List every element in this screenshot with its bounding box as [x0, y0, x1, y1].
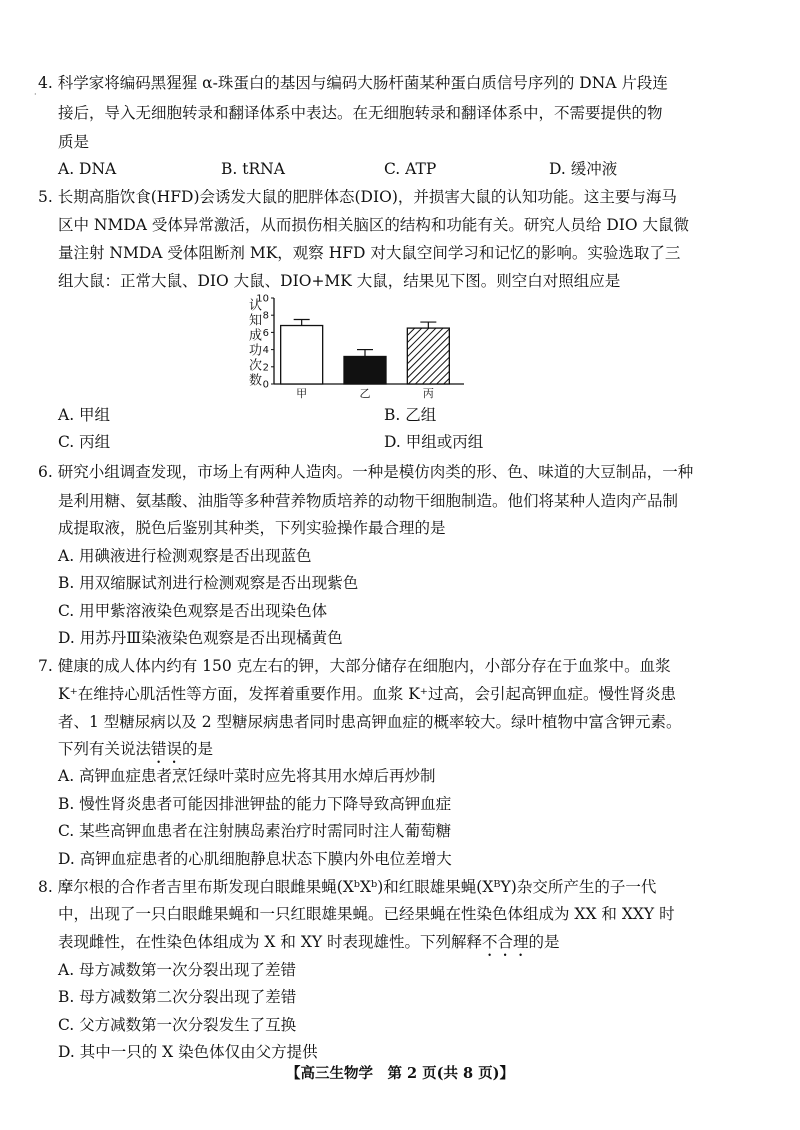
x-label-甲: 甲 — [296, 387, 308, 400]
q7-line1: 7. 健康的成人体内约有 150 克左右的钾，大部分储存在细胞内，小部分存在于血浆中。血浆 — [38, 657, 671, 675]
q6-line3: 成提取液，脱色后鉴别其种类，下列实验操作最合理的是 — [58, 519, 446, 537]
q5-option-d: D. 甲组或丙组 — [384, 433, 484, 451]
bar-甲 — [281, 326, 323, 384]
q7-option-b: B. 慢性肾炎患者可能因排泄钾盐的能力下降导致高钾血症 — [58, 795, 452, 813]
y-tick-label-6: 6 — [262, 327, 269, 339]
q5-line4: 组大鼠：正常大鼠、DIO 大鼠、DIO+MK 大鼠，结果见下图。则空白对照组应是 — [58, 272, 621, 290]
q7-stem-prefix: 下列有关说法 — [58, 740, 152, 758]
y-tick-label-4: 4 — [262, 345, 269, 357]
q4-line2: 接后，导入无细胞转录和翻译体系中表达。在无细胞转录和翻译体系中，不需要提供的物 — [58, 104, 663, 122]
q8-line3 — [58, 931, 560, 960]
x-label-丙: 丙 — [422, 387, 434, 400]
cognition-bar-chart — [238, 292, 478, 402]
q8-line2: 中，出现了一只白眼雌果蝇和一只红眼雄果蝇。已经果蝇在性染色体组成为 XX 和 XXY 时 — [58, 905, 675, 923]
q5-option-c: C. 丙组 — [58, 433, 111, 451]
q5-line3: 量注射 NMDA 受体阻断剂 MK，观察 HFD 对大鼠空间学习和记忆的影响。实验选取了三 — [58, 244, 681, 262]
q8-option-c: C. 父方减数第一次分裂发生了互换 — [58, 1016, 297, 1034]
q4-option-a: A. DNA — [58, 160, 117, 178]
y-tick-label-10: 10 — [256, 293, 269, 305]
q5-option-a: A. 甲组 — [58, 406, 111, 424]
q4-option-b: B. tRNA — [221, 160, 285, 178]
q5-options-row2 — [58, 431, 758, 453]
q6-option-c: C. 用甲紫溶液染色观察是否出现染色体 — [58, 602, 328, 620]
q6-line1: 6. 研究小组调查发现，市场上有两种人造肉。一种是模仿肉类的形、色、味道的大豆制品，一种 — [38, 463, 694, 481]
q5-line2: 区中 NMDA 受体异常激活，从而损伤相关脑区的结构和功能有关。研究人员给 DIO 大鼠微 — [58, 216, 690, 234]
q7-stem-suffix: 的是 — [182, 740, 214, 758]
q4-option-c: C. ATP — [384, 160, 437, 178]
q8-stem-suffix: 的是 — [528, 933, 560, 951]
q6-line2: 是利用糖、氨基酸、油脂等多种营养物质培养的动物干细胞制造。他们将某种人造肉产品制 — [58, 492, 679, 510]
q7-line2: K⁺在维持心肌活性等方面，发挥着重要作用。血浆 K⁺过高，会引起高钾血症。慢性肾炎患 — [58, 685, 676, 703]
q8-option-d: D. 其中一只的 X 染色体仅由父方提供 — [58, 1043, 318, 1061]
page-footer: 【高三生物学 第 2 页(共 8 页)】 — [285, 1065, 515, 1082]
q7-line3: 者、1 型糖尿病以及 2 型糖尿病患者同时患高钾血症的概率较大。绿叶植物中富含钾元素。 — [58, 713, 682, 731]
bar-丙 — [407, 328, 449, 384]
q7-line4 — [58, 738, 213, 767]
q7-option-c: C. 某些高钾血患者在注射胰岛素治疗时需同时注人葡萄糖 — [58, 822, 452, 840]
q7-emphasis: 错误 — [151, 740, 183, 758]
q5-line1: 5. 长期高脂饮食(HFD)会诱发大鼠的肥胖体态(DIO)，并损害大鼠的认知功能。这主要与海马 — [38, 188, 677, 206]
q7-option-d: D. 高钾血症患者的心肌细胞静息状态下膜内外电位差增大 — [58, 850, 452, 868]
q6-option-d: D. 用苏丹Ⅲ染液染色观察是否出现橘黄色 — [58, 629, 343, 647]
q4-option-d: D. 缓冲液 — [549, 160, 618, 178]
q8-emphasis: 不合理 — [482, 933, 529, 951]
q8-option-b: B. 母方减数第二次分裂出现了差错 — [58, 988, 297, 1006]
chart-ylabel: 认知成功次数 — [246, 298, 261, 388]
y-tick-label-0: 0 — [262, 379, 269, 391]
y-tick-label-8: 8 — [262, 310, 269, 322]
q7-option-a: A. 高钾血症患者烹饪绿叶菜时应先将其用水焯后再炒制 — [58, 767, 436, 785]
q8-stem-prefix: 表现雌性，在性染色体组成为 X 和 XY 时表现雄性。下列解释 — [58, 933, 483, 951]
q6-option-a: A. 用碘液进行检测观察是否出现蓝色 — [58, 547, 312, 565]
q4-options — [58, 158, 758, 180]
q5-option-b: B. 乙组 — [384, 406, 437, 424]
q4-line1: 4. 科学家将编码黑猩猩 α-珠蛋白的基因与编码大肠杆菌某种蛋白质信号序列的 DNA 片段连 — [38, 74, 668, 92]
stray-mark: · — [34, 90, 37, 99]
q8-line1: 8. 摩尔根的合作者吉里布斯发现白眼雌果蝇(XᵇXᵇ)和红眼雄果蝇(XᴮY)杂交所产生的子一代 — [38, 878, 657, 896]
q4-line3: 质是 — [58, 133, 90, 151]
x-label-乙: 乙 — [359, 387, 371, 400]
q6-option-b: B. 用双缩脲试剂进行检测观察是否出现紫色 — [58, 574, 359, 592]
q5-options-row1 — [58, 404, 758, 426]
chart-svg — [238, 292, 478, 402]
bar-乙 — [344, 356, 386, 384]
y-tick-label-2: 2 — [262, 362, 269, 374]
q8-option-a: A. 母方减数第一次分裂出现了差错 — [58, 961, 297, 979]
